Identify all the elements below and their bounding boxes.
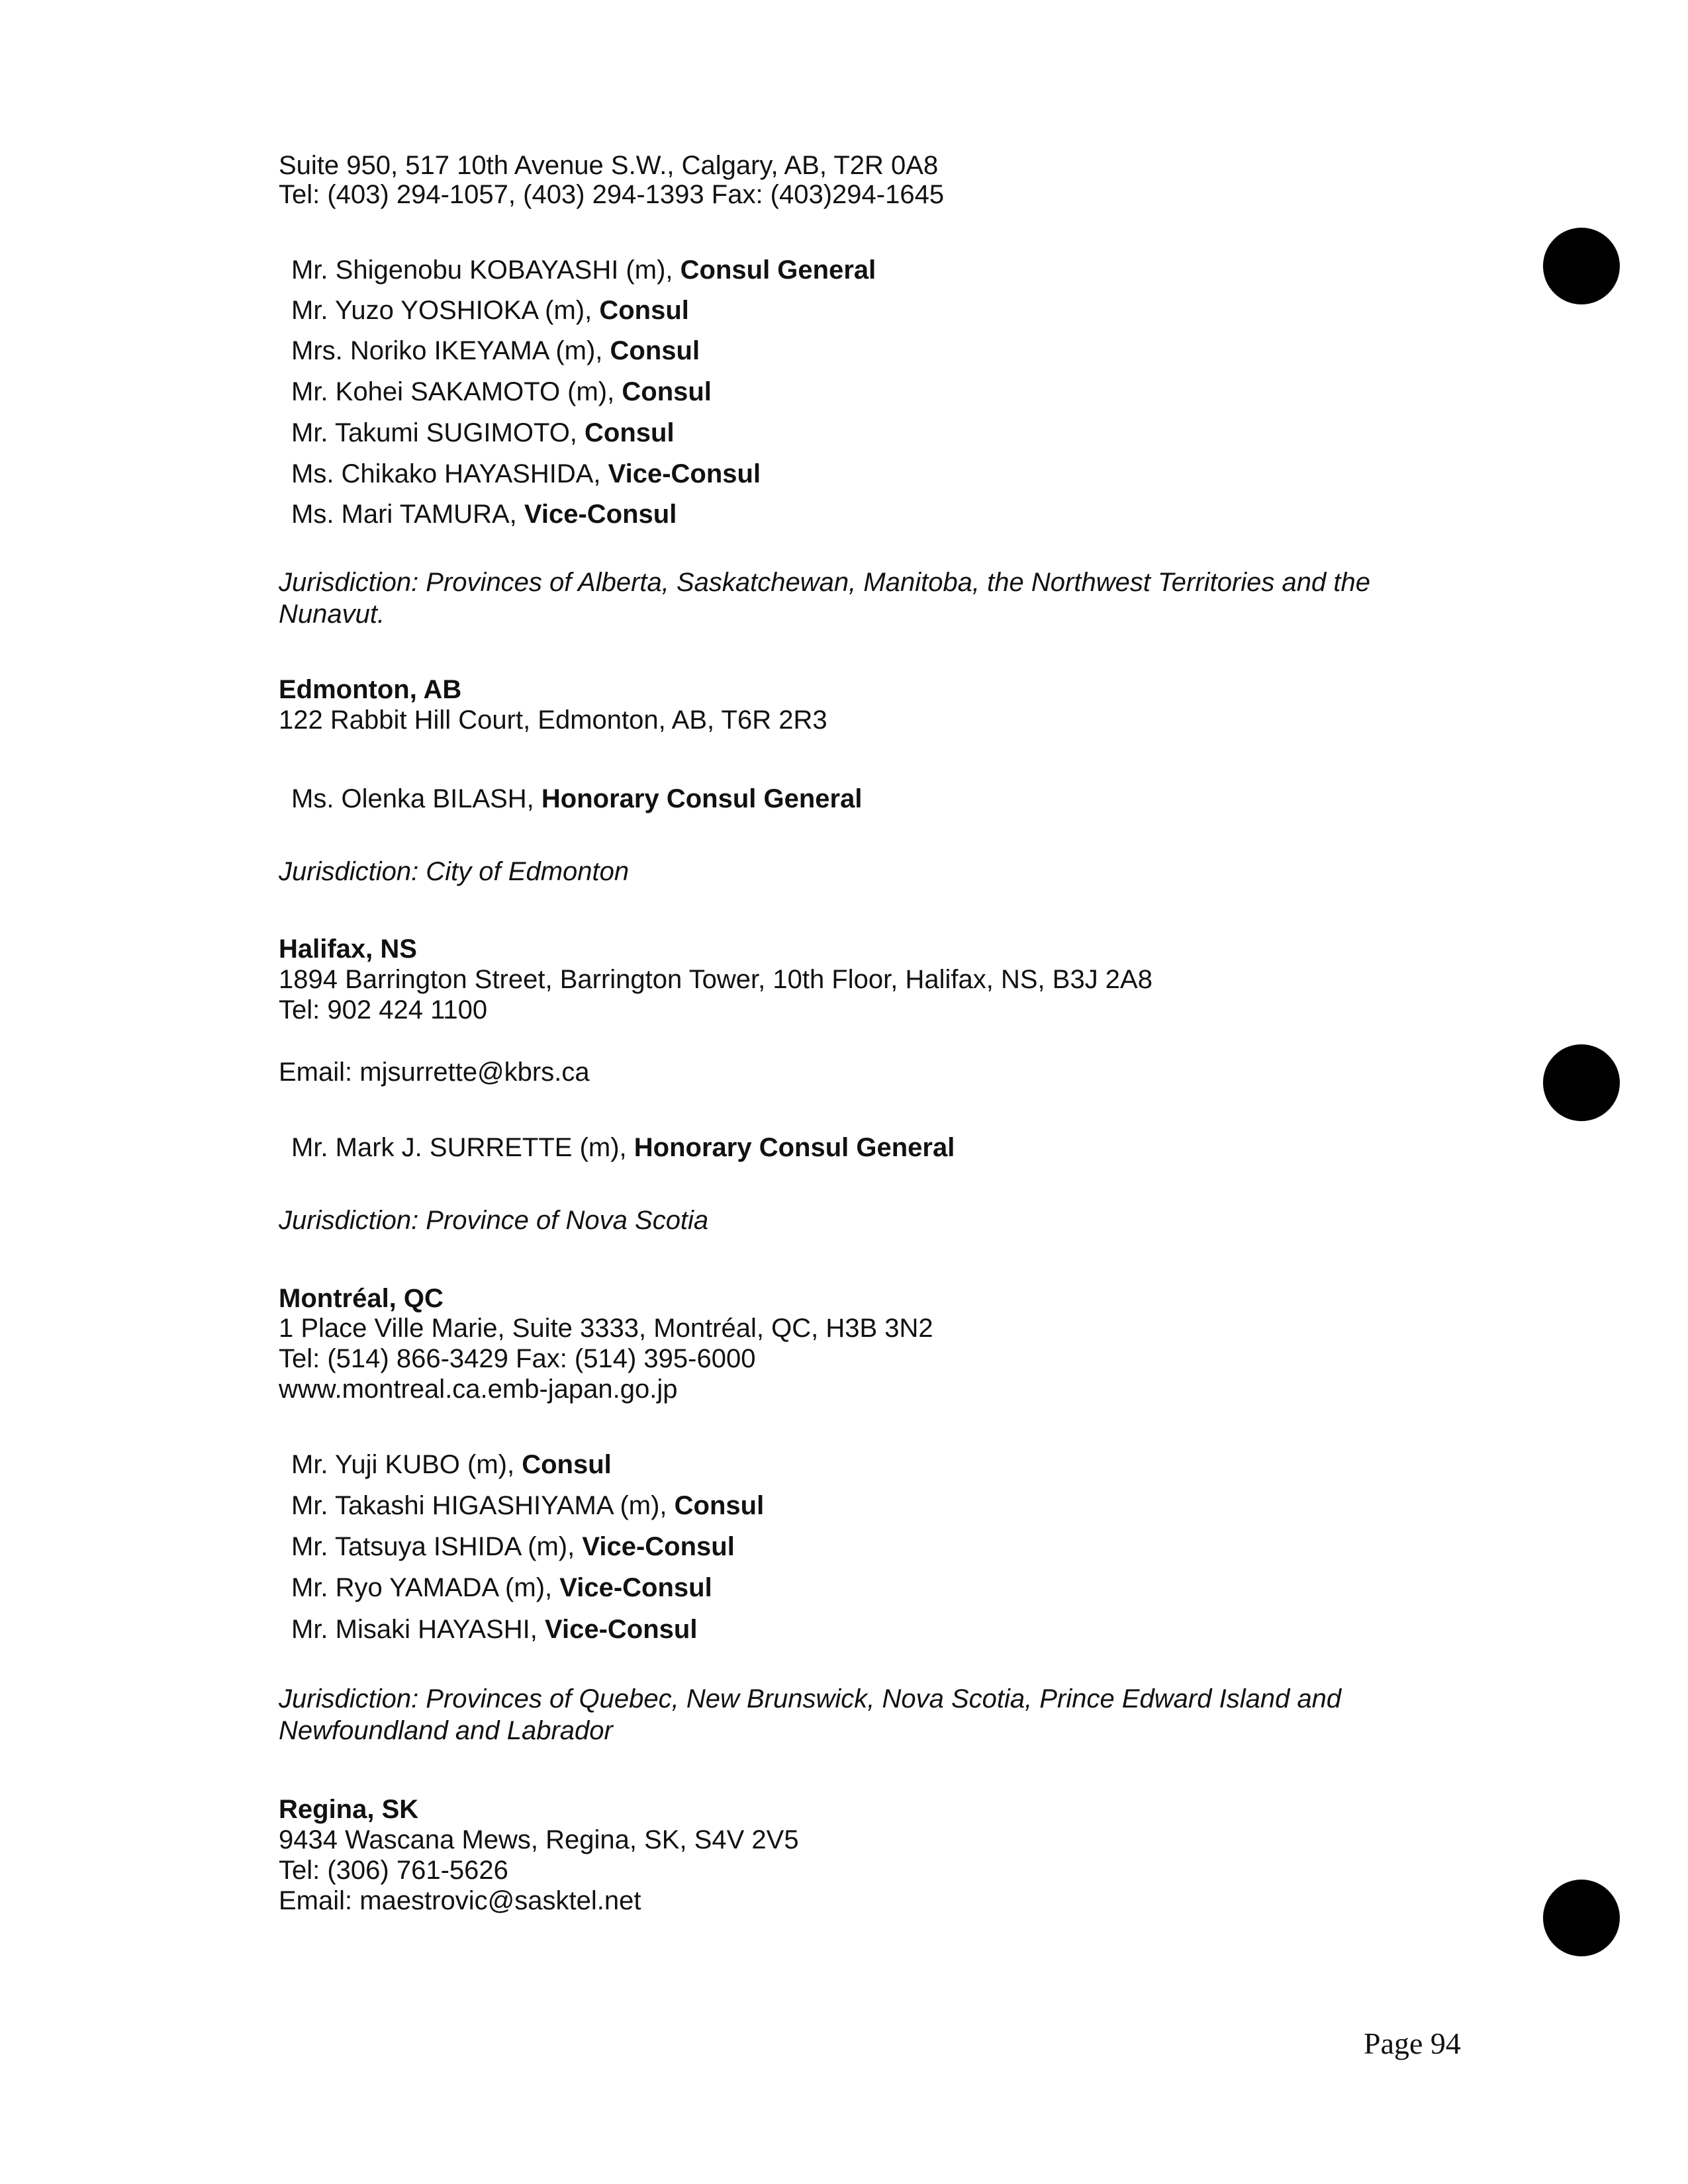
calgary-person-6 bbox=[291, 458, 761, 490]
montreal-person-4 bbox=[291, 1572, 712, 1604]
halifax-jurisdiction: Jurisdiction: Province of Nova Scotia bbox=[279, 1206, 709, 1235]
person-title: Consul bbox=[622, 377, 712, 406]
montreal-address: 1 Place Ville Marie, Suite 3333, Montréal, QC, H3B 3N2 bbox=[279, 1314, 933, 1343]
person-name: Mr. Misaki HAYASHI, bbox=[291, 1615, 538, 1644]
calgary-phone: Tel: (403) 294-1057, (403) 294-1393 Fax: (403)294-1645 bbox=[279, 180, 945, 209]
halifax-email: Email: mjsurrette@kbrs.ca bbox=[279, 1058, 590, 1087]
punch-hole-bottom bbox=[1543, 1880, 1620, 1956]
regina-address: 9434 Wascana Mews, Regina, SK, S4V 2V5 bbox=[279, 1825, 799, 1854]
montreal-website: www.montreal.ca.emb-japan.go.jp bbox=[279, 1375, 678, 1404]
regina-phone: Tel: (306) 761-5626 bbox=[279, 1856, 508, 1885]
person-title: Vice-Consul bbox=[582, 1532, 735, 1561]
person-title: Vice-Consul bbox=[524, 500, 677, 529]
person-name: Mr. Tatsuya ISHIDA (m), bbox=[291, 1532, 575, 1561]
montreal-jurisdiction: Jurisdiction: Provinces of Quebec, New Brunswick, Nova Scotia, Prince Edward Island and Newfoundland and Labrador bbox=[279, 1684, 1342, 1745]
person-title: Honorary Consul General bbox=[633, 1133, 955, 1162]
punch-hole-middle bbox=[1543, 1044, 1620, 1121]
montreal-person-3 bbox=[291, 1531, 735, 1563]
montreal-person-1 bbox=[291, 1449, 612, 1480]
person-title: Consul bbox=[674, 1491, 765, 1520]
person-title: Vice-Consul bbox=[545, 1615, 698, 1644]
person-title: Consul bbox=[585, 418, 675, 447]
calgary-person-2 bbox=[291, 295, 689, 326]
person-title: Consul bbox=[610, 336, 700, 365]
person-name: Ms. Mari TAMURA, bbox=[291, 500, 517, 529]
person-name: Ms. Olenka BILASH, bbox=[291, 784, 534, 813]
person-name: Mr. Yuji KUBO (m), bbox=[291, 1450, 515, 1479]
person-title: Honorary Consul General bbox=[541, 784, 863, 813]
montreal-person-2 bbox=[291, 1490, 764, 1522]
calgary-person-3 bbox=[291, 335, 700, 367]
person-name: Mr. Takumi SUGIMOTO, bbox=[291, 418, 577, 447]
calgary-person-4 bbox=[291, 376, 712, 408]
halifax-phone: Tel: 902 424 1100 bbox=[279, 995, 488, 1024]
calgary-address: Suite 950, 517 10th Avenue S.W., Calgary, AB, T2R 0A8 bbox=[279, 151, 939, 180]
edmonton-heading: Edmonton, AB bbox=[279, 675, 462, 704]
edmonton-address: 122 Rabbit Hill Court, Edmonton, AB, T6R 2R3 bbox=[279, 705, 827, 735]
calgary-person-1 bbox=[291, 254, 876, 286]
montreal-phone: Tel: (514) 866-3429 Fax: (514) 395-6000 bbox=[279, 1344, 756, 1373]
calgary-jurisdiction: Jurisdiction: Provinces of Alberta, Saskatchewan, Manitoba, the Northwest Territories and the Nunavut. bbox=[279, 568, 1370, 629]
person-name: Mr. Ryo YAMADA (m), bbox=[291, 1573, 553, 1602]
montreal-heading: Montréal, QC bbox=[279, 1284, 444, 1313]
person-name: Ms. Chikako HAYASHIDA, bbox=[291, 459, 601, 488]
calgary-person-5 bbox=[291, 417, 675, 449]
halifax-person-1 bbox=[291, 1132, 955, 1163]
regina-heading: Regina, SK bbox=[279, 1795, 419, 1824]
person-name: Mr. Takashi HIGASHIYAMA (m), bbox=[291, 1491, 667, 1520]
person-title: Vice-Consul bbox=[559, 1573, 712, 1602]
person-name: Mr. Kohei SAKAMOTO (m), bbox=[291, 377, 615, 406]
edmonton-jurisdiction: Jurisdiction: City of Edmonton bbox=[279, 857, 630, 886]
montreal-person-5 bbox=[291, 1614, 697, 1645]
person-name: Mr. Yuzo YOSHIOKA (m), bbox=[291, 296, 592, 325]
person-title: Consul General bbox=[680, 255, 876, 285]
person-title: Vice-Consul bbox=[608, 459, 761, 488]
person-name: Mr. Mark J. SURRETTE (m), bbox=[291, 1133, 627, 1162]
calgary-person-7 bbox=[291, 498, 677, 530]
person-title: Consul bbox=[599, 296, 689, 325]
halifax-heading: Halifax, NS bbox=[279, 934, 417, 964]
punch-hole-top bbox=[1543, 228, 1620, 304]
edmonton-person-1 bbox=[291, 783, 862, 815]
person-name: Mrs. Noriko IKEYAMA (m), bbox=[291, 336, 603, 365]
halifax-address: 1894 Barrington Street, Barrington Tower, 10th Floor, Halifax, NS, B3J 2A8 bbox=[279, 965, 1152, 994]
person-name: Mr. Shigenobu KOBAYASHI (m), bbox=[291, 255, 673, 285]
page-number: Page 94 bbox=[1364, 2026, 1461, 2060]
person-title: Consul bbox=[522, 1450, 612, 1479]
regina-email: Email: maestrovic@sasktel.net bbox=[279, 1886, 641, 1915]
